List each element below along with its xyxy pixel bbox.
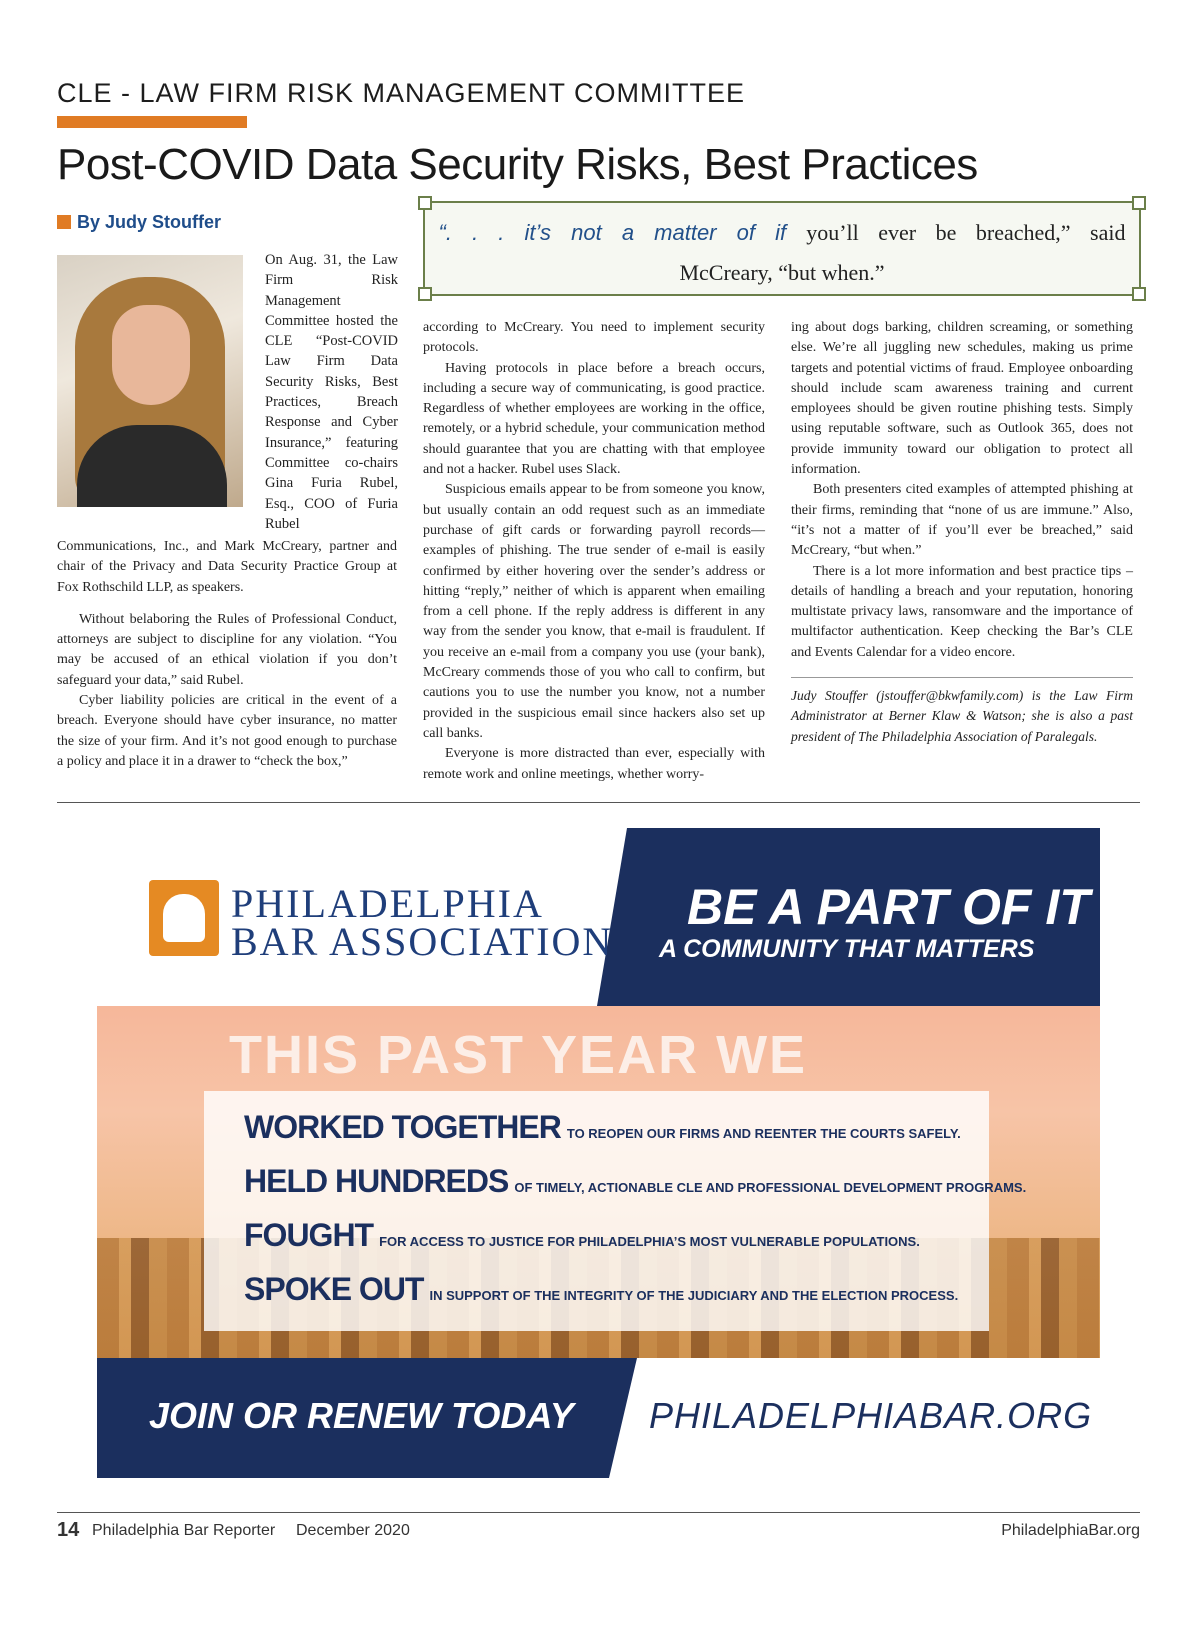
author-photo xyxy=(57,255,243,507)
author-bio: Judy Stouffer (jstouffer@bkwfamily.com) is the Law Firm Administrator at Berner Klaw & Watson; she is also a past president of The Philadelphia Association of Paralegals. xyxy=(791,688,1133,744)
page-number: 14 xyxy=(57,1519,80,1541)
byline-square-icon xyxy=(57,215,71,229)
intro-paragraph: On Aug. 31, the Law Firm Risk Management Committee hosted the CLE “Post-COVID Law Firm Data Security Risks, Best Practices, Breach Response and Cyber Insurance,” featuring Committee co-chairs Gina Furia Rubel, Esq., COO of Furia Rubel xyxy=(265,252,398,532)
paragraph: Without belaboring the Rules of Professional Conduct, attorneys are subject to discipline for any violation. “You may be accused of an ethical violation if you don’t safeguard your data,” said Rubel. xyxy=(57,611,397,688)
corner-ornament xyxy=(1132,196,1146,210)
ad-skyline-photo xyxy=(97,1006,1100,1358)
paragraph: ing about dogs barking, children screaming, or something else. We’re all juggling new schedules, making us prime targets and potential victims of fraud. Employee onboarding should include scam awareness training and current employees should be given routine phishing tests. Simply using reputable software, such as Outlook 365, does not provide immunity toward our obligation to protect all information. xyxy=(791,320,1133,478)
article-column-3 xyxy=(791,318,1133,663)
ad-url-link[interactable]: PHILADELPHIABAR.ORG xyxy=(649,1395,1093,1436)
footer-site-link[interactable]: PhiladelphiaBar.org xyxy=(1001,1522,1140,1539)
article-headline: Post-COVID Data Security Risks, Best Practices xyxy=(57,140,978,189)
pull-quote xyxy=(423,201,1141,296)
ad-row: WORKED TOGETHER TO REOPEN OUR FIRMS AND REENTER THE COURTS SAFELY. xyxy=(244,1109,961,1145)
liberty-bell-logo-icon xyxy=(149,880,219,956)
pull-quote-lead: “. . . it’s not a matter of if xyxy=(438,220,787,245)
paragraph: Cyber liability policies are critical in the event of a breach. Everyone should have cyber insurance, no matter the size of your firm. And it’s not good enough to purchase a policy and place it in a drawer to “check the box,” xyxy=(57,693,397,769)
issue-date: December 2020 xyxy=(296,1522,410,1539)
paragraph: according to McCreary. You need to implement security protocols. xyxy=(423,320,765,356)
ad-logo-line-2: BAR ASSOCIATION xyxy=(231,919,614,964)
ad-cta[interactable]: JOIN OR RENEW TODAY xyxy=(149,1395,574,1436)
section-accent-rule xyxy=(57,116,247,128)
bar-association-ad[interactable] xyxy=(97,828,1100,1478)
section-label: CLE - LAW FIRM RISK MANAGEMENT COMMITTEE xyxy=(57,78,746,108)
pull-quote-tail: you’ll ever be breached,” said xyxy=(806,220,1126,245)
article-column-2 xyxy=(423,318,765,785)
article-column-1 xyxy=(57,537,397,772)
publication-name: Philadelphia Bar Reporter xyxy=(92,1522,276,1539)
footer-rule xyxy=(57,1512,1140,1513)
ad-banner-text: THIS PAST YEAR WE xyxy=(229,1025,808,1085)
corner-ornament xyxy=(418,287,432,301)
bio-divider xyxy=(791,677,1133,678)
corner-ornament xyxy=(1132,287,1146,301)
paragraph: There is a lot more information and best practice tips – details of handling a breach and your reputation, honoring multistate privacy laws, ransomware and the importance of multifactor authentication. Keep checking the Bar’s CLE and Events Calendar for a video encore. xyxy=(791,563,1133,660)
article-intro xyxy=(265,250,398,534)
byline xyxy=(57,212,221,233)
article-ad-divider xyxy=(57,802,1140,803)
pull-quote-line-1 xyxy=(425,220,1139,246)
paragraph: Both presenters cited examples of attempted phishing at their firms, reminding that “none of us are immune.” Also, “it’s not a matter of if you’ll ever be breached,” said McCreary, “but when.” xyxy=(791,482,1133,559)
ad-row: FOUGHT FOR ACCESS TO JUSTICE FOR PHILADELPHIA’S MOST VULNERABLE POPULATIONS. xyxy=(244,1217,920,1253)
paragraph: Everyone is more distracted than ever, especially with remote work and online meetings, whether worry- xyxy=(423,746,765,782)
ad-row: HELD HUNDREDS OF TIMELY, ACTIONABLE CLE AND PROFESSIONAL DEVELOPMENT PROGRAMS. xyxy=(244,1163,1027,1199)
paragraph: Having protocols in place before a breach occurs, including a secure way of communicating, is good practice. Regardless of whether employees are working in the office, remotely, or a hybrid schedule, your communication method should guarantee that you are chatting with that employee and not a hacker. Rubel uses Slack. xyxy=(423,360,765,478)
ad-subhead: A COMMUNITY THAT MATTERS xyxy=(659,935,1035,963)
ad-headline: BE A PART OF IT xyxy=(687,879,1090,935)
ad-accomplishments-panel xyxy=(204,1091,1027,1331)
ad-logo-line-1: PHILADELPHIA xyxy=(231,881,544,926)
paragraph: Suspicious emails appear to be from someone you know, but usually contain an odd request such as an immediate purchase of gift cards or forwarding payroll records—examples of phishing. The true sender of e-mail is easily confirmed by either hovering over the sender’s address or hitting “reply,” neither of which is apparent when emailing from a cell phone. If the reply address is different in any way from the sender you know, that e-mail is fraudulent. If you receive an e-mail from a company you use (your bank), McCreary commends those of you who call to confirm, but cautions you to use the number you know, not a number provided in the suspicious email since hackers also set up call banks. xyxy=(423,482,765,741)
byline-text: By Judy Stouffer xyxy=(77,212,222,232)
corner-ornament xyxy=(418,196,432,210)
ad-row: SPOKE OUT IN SUPPORT OF THE INTEGRITY OF THE JUDICIARY AND THE ELECTION PROCESS. xyxy=(244,1271,959,1307)
paragraph: Communications, Inc., and Mark McCreary, partner and chair of the Privacy and Data Security Practice Group at Fox Rothschild LLP, as speakers. xyxy=(57,539,397,595)
pull-quote-line-2: McCreary, “but when.” xyxy=(679,260,885,285)
